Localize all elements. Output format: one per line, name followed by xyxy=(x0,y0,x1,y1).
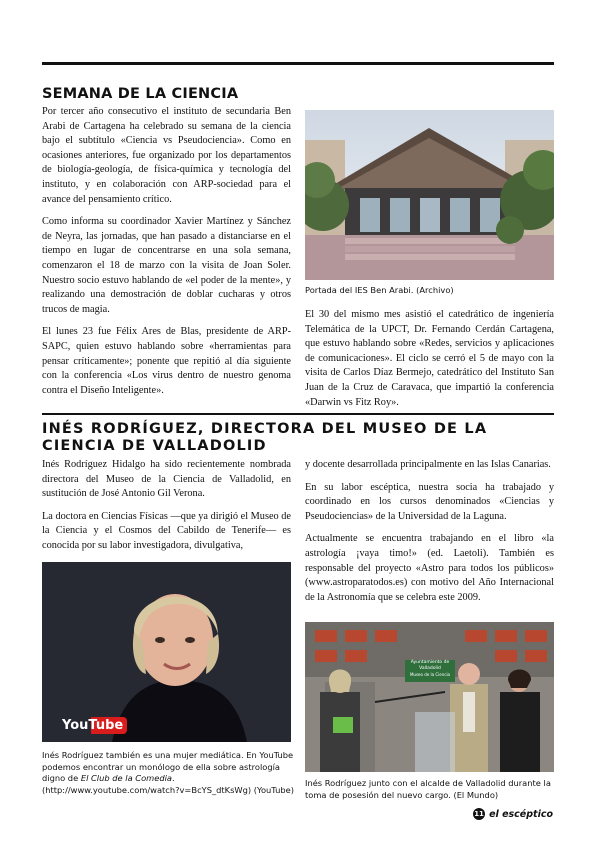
youtube-logo xyxy=(58,717,127,734)
section1-left-column xyxy=(42,105,291,406)
section1-paragraph: El 30 del mismo mes asistió el catedrático de ingeniería Telemática de la UPCT, Dr. Fernando Cerdán Cartagena, que estuvo hablando sobre «Redes, servicios y aplicaciones de comunicaciones». El ciclo se cerró el 5 de mayo con la visita de Carlos Díaz Bermejo, catedrático del Instituto San Juan de la Cruz de Caravaca, que impartió la conferencia «Darwin vs Fitz Roy». xyxy=(305,309,554,408)
magazine-name: el escéptico xyxy=(489,808,553,820)
ceremony-caption: Inés Rodríguez junto con el alcalde de Valladolid durante la toma de posesión del nuevo cargo. (El Mundo) xyxy=(305,778,551,800)
page-number-badge: 11 xyxy=(474,810,484,818)
section2-paragraph: En su labor escéptica, nuestra socia ha trabajado y coordinado en los cursos denominados «Ciencias y Pseudociencias» de la Universidad de la Laguna. xyxy=(305,481,554,522)
section2-left-column xyxy=(42,458,291,562)
portrait-caption-part: Inés Rodríguez también es una mujer mediática. En YouTube podemos encontrar un monólogo de ella sobre astrología digno de xyxy=(42,750,294,783)
section2-paragraph: Inés Rodríguez Hidalgo ha sido recientemente nombrada directora del Museo de la Ciencia de Valladolid, en sustitución de José Antonio Gil Verona. xyxy=(42,459,291,500)
section1-right-column xyxy=(305,308,554,418)
section2-paragraph: La doctora en Ciencias Físicas —que ya dirigió el Museo de la Ciencia y el Cosmos del Cabildo de Tenerife— es conocida por su labor investigadora, divulgativa, xyxy=(42,510,291,551)
youtube-portrait-photo xyxy=(42,562,291,742)
section1-paragraph: El lunes 23 fue Félix Ares de Blas, presidente de ARP-SAPC, quien estuvo hablando sobre «herramientas para pensar críticamente»; ponente que repitió al día siguiente con la conferencia «Los virus dentro de nuestro genoma contra el Diseño Inteligente». xyxy=(42,326,291,396)
banner-subtext: Museo de la Ciencia xyxy=(409,672,451,677)
section2-right-column xyxy=(305,458,554,613)
portrait-illustration xyxy=(42,562,291,742)
section2-paragraph: y docente desarrollada principalmente en las Islas Canarias. xyxy=(305,459,551,470)
school-photo-caption: Portada del IES Ben Arabi. (Archivo) xyxy=(305,285,454,295)
youtube-logo-text: YouTube xyxy=(58,717,127,734)
section1-paragraph: Como informa su coordinador Xavier Martínez y Sánchez de Neyra, las jornadas, que han pasado a distanciarse en el tiempo en lugar de concentrarse en una sola semana, comenzaron el 18 de marzo con la visita de Joan Soler. Nuestro socio estuvo hablando de «el poder de la mente», y realizando una demostración de doblar cucharas y otros trucos de magia. xyxy=(42,216,291,315)
section1-title: SEMANA DE LA CIENCIA xyxy=(42,86,239,102)
ceremony-photo xyxy=(305,622,554,772)
ceremony-illustration xyxy=(305,622,554,772)
top-rule xyxy=(42,62,554,65)
portrait-caption-part: . (http://www.youtube.com/watch?v=BcYS_dtKsWg) (YouTube) xyxy=(42,773,294,795)
portrait-caption-show-name: El Club de la Comedia xyxy=(80,773,173,783)
page-footer xyxy=(473,808,553,820)
section2-paragraph: Actualmente se encuentra trabajando en el libro «la astrología ¡vaya timo!» (ed. Laetoli). También es responsable del proyecto «Astro para todos los públicos» (www.astroparatodos.es) con motivo del Año Internacional de la Astronomía que se celebra este 2009. xyxy=(305,533,554,603)
banner-text: Ayuntamiento de Valladolid xyxy=(410,660,450,671)
section-divider-rule xyxy=(42,413,554,415)
ceremony-banner xyxy=(405,660,455,678)
section2-title: INÉS RODRÍGUEZ, DIRECTORA DEL MUSEO DE LA CIENCIA DE VALLADOLID xyxy=(42,421,488,454)
school-building-illustration xyxy=(305,110,554,280)
portrait-caption xyxy=(42,750,294,796)
section1-paragraph: Por tercer año consecutivo el instituto de secundaria Ben Arabi de Cartagena ha celebrado su semana de la ciencia bajo el subtítulo «Ciencia vs Pseudociencia». Como en ocasiones anteriores, fue organizado por los departamentos de biología-geología, de física-química y tecnología del instituto, y en colaboración con ARP-sociedad para el avance del pensamiento crítico. xyxy=(42,106,291,205)
school-building-photo xyxy=(305,110,554,280)
